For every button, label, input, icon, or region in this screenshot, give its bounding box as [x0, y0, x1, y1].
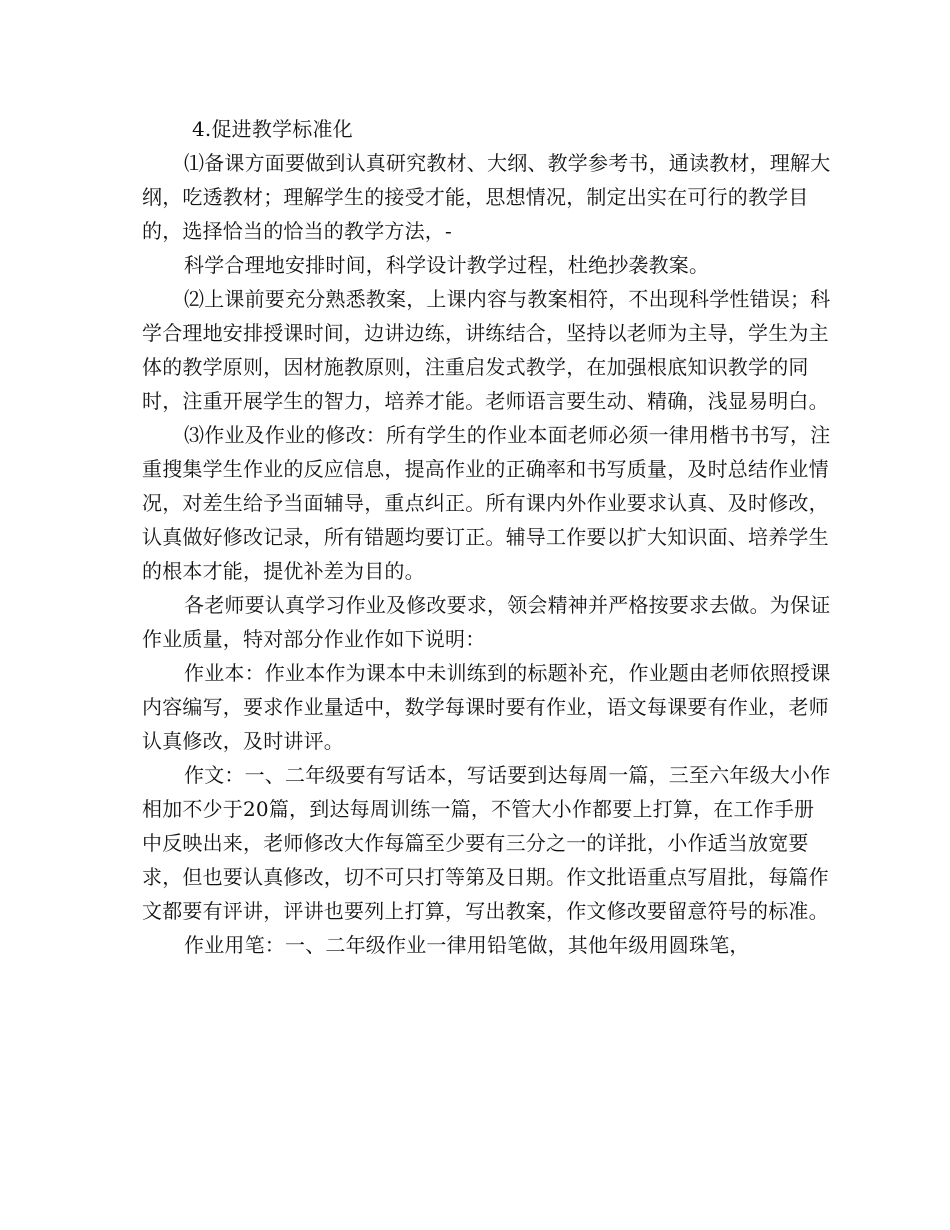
- document-body: [142, 112, 832, 962]
- paragraph-classroom-teaching: ⑵上课前要充分熟悉教案，上课内容与教案相符，不出现科学性错误；科学合理地安排授课时间，边讲边练，讲练结合，坚持以老师为主导，学生为主体的教学原则，因材施教原则，注重启发式教学，在加强根底知识教学的同时，注重开展学生的智力，培养才能。老师语言要生动、精确，浅显易明白。: [142, 287, 831, 413]
- paragraph-homework-requirements: 各老师要认真学习作业及修改要求，领会精神并严格按要求去做。为保证作业质量，特对部分作业作如下说明：: [142, 593, 831, 651]
- paragraph-homework-correction: ⑶作业及作业的修改：所有学生的作业本面老师必须一律用楷书书写，注重搜集学生作业的反应信息，提高作业的正确率和书写质量，及时总结作业情况，对差生给予当面辅导，重点纠正。所有课内外作业要求认真、及时修改，认真做好修改记录，所有错题均要订正。辅导工作要以扩大知识面、培养学生的根本才能，提优补差为目的。: [142, 423, 831, 583]
- paragraph-composition: 作文：一、二年级要有写话本，写话要到达每周一篇，三至六年级大小作相加不少于20篇，到达每周训练一篇，不管大小作都要上打算，在工作手册中反映出来，老师修改大作每篇至少要有三分之一的详批，小作适当放宽要求，但也要认真修改，切不可只打等第及日期。作文批语重点写眉批，每篇作文都要有评讲，评讲也要列上打算，写出教案，作文修改要留意符号的标准。: [142, 763, 831, 923]
- paragraph-lesson-preparation: ⑴备课方面要做到认真研究教材、大纲、教学参考书，通读教材，理解大纲，吃透教材；理解学生的接受才能，思想情况，制定出实在可行的教学目的，选择恰当的恰当的教学方法，-: [142, 151, 831, 243]
- paragraph-time-arrangement: 科学合理地安排时间，科学设计教学过程，杜绝抄袭教案。: [184, 253, 710, 277]
- paragraph-exercise-book: 作业本：作业本作为课本中未训练到的标题补充，作业题由老师依照授课内容编写，要求作业量适中，数学每课时要有作业，语文每课要有作业，老师认真修改，及时讲评。: [142, 661, 831, 753]
- section-heading: 4.促进教学标准化: [192, 117, 353, 141]
- paragraph-homework-pen: 作业用笔：一、二年级作业一律用铅笔做，其他年级用圆珠笔，: [184, 933, 750, 957]
